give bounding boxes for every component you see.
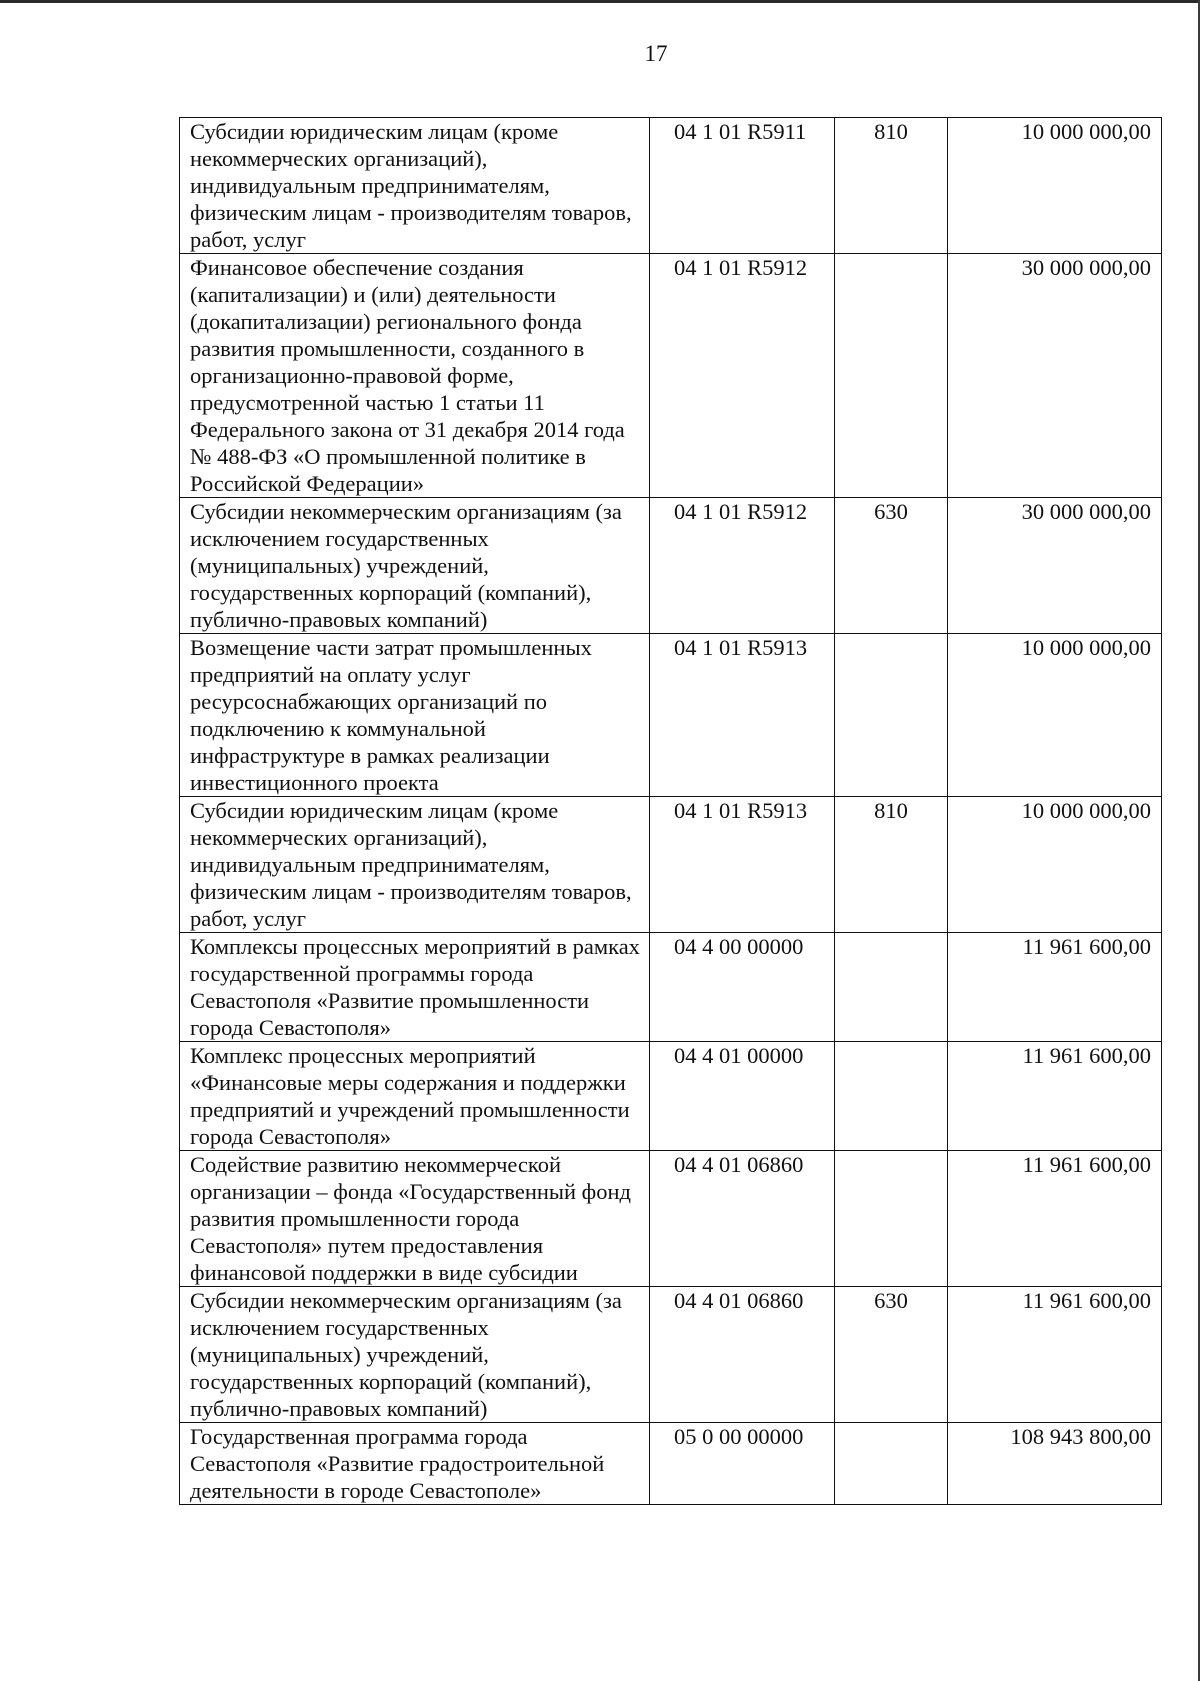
row-sum-cell: 30 000 000,00 (948, 498, 1162, 634)
row-sum-cell: 10 000 000,00 (948, 797, 1162, 933)
row-name-cell: Субсидии некоммерческим организациям (за исключением государственных (муниципальных) учреждений, государственных корпораций (компаний), публично-правовых компаний) (180, 1287, 650, 1423)
row-name-cell: Комплексы процессных мероприятий в рамках государственной программы города Севастополя «Развитие промышленности города Севастополя» (180, 933, 650, 1042)
row-sum-cell: 11 961 600,00 (948, 1042, 1162, 1151)
row-name-cell: Государственная программа города Севастополя «Развитие градостроительной деятельности в городе Севастополе» (180, 1423, 650, 1505)
row-name-cell: Субсидии некоммерческим организациям (за исключением государственных (муниципальных) учреждений, государственных корпораций (компаний), публично-правовых компаний) (180, 498, 650, 634)
row-code-cell: 04 4 01 06860 (650, 1151, 835, 1287)
row-sum-cell: 10 000 000,00 (948, 118, 1162, 254)
row-code-cell: 04 1 01 R5912 (650, 498, 835, 634)
page-top-edge (0, 0, 1200, 3)
table-row (180, 498, 1162, 634)
row-code-cell: 04 4 01 06860 (650, 1287, 835, 1423)
row-sum-cell: 108 943 800,00 (948, 1423, 1162, 1505)
budget-table (179, 117, 1162, 1505)
row-code-cell: 04 1 01 R5913 (650, 797, 835, 933)
row-code-cell: 04 1 01 R5913 (650, 634, 835, 797)
table-row (180, 1151, 1162, 1287)
row-expense-type-cell: 630 (835, 1287, 948, 1423)
row-code-cell: 05 0 00 00000 (650, 1423, 835, 1505)
row-code-cell: 04 4 01 00000 (650, 1042, 835, 1151)
table-row (180, 118, 1162, 254)
row-expense-type-cell (835, 1151, 948, 1287)
row-sum-cell: 30 000 000,00 (948, 254, 1162, 498)
row-expense-type-cell (835, 1042, 948, 1151)
table-row (180, 1287, 1162, 1423)
row-code-cell: 04 4 00 00000 (650, 933, 835, 1042)
row-name-cell: Финансовое обеспечение создания (капитализации) и (или) деятельности (докапитализации) регионального фонда развития промышленности, созданного в организационно-правовой форме, предусмотренной частью 1 статьи 11 Федерального закона от 31 декабря 2014 года № 488-ФЗ «О промышленной политике в Российской Федерации» (180, 254, 650, 498)
row-code-cell: 04 1 01 R5911 (650, 118, 835, 254)
row-code-cell: 04 1 01 R5912 (650, 254, 835, 498)
table-row (180, 933, 1162, 1042)
row-sum-cell: 11 961 600,00 (948, 1151, 1162, 1287)
row-name-cell: Комплекс процессных мероприятий «Финансовые меры содержания и поддержки предприятий и учреждений промышленности города Севастополя» (180, 1042, 650, 1151)
row-expense-type-cell: 630 (835, 498, 948, 634)
row-expense-type-cell: 810 (835, 118, 948, 254)
table-row (180, 254, 1162, 498)
table-row (180, 634, 1162, 797)
row-expense-type-cell (835, 933, 948, 1042)
table-row (180, 797, 1162, 933)
row-name-cell: Субсидии юридическим лицам (кроме некоммерческих организаций), индивидуальным предпринимателям, физическим лицам - производителям товаров, работ, услуг (180, 118, 650, 254)
row-expense-type-cell: 810 (835, 797, 948, 933)
page-number: 17 (644, 41, 668, 66)
row-name-cell: Содействие развитию некоммерческой организации – фонда «Государственный фонд развития промышленности города Севастополя» путем предоставления финансовой поддержки в виде субсидии (180, 1151, 650, 1287)
row-expense-type-cell (835, 634, 948, 797)
row-sum-cell: 11 961 600,00 (948, 1287, 1162, 1423)
table-row (180, 1042, 1162, 1151)
row-sum-cell: 11 961 600,00 (948, 933, 1162, 1042)
row-expense-type-cell (835, 1423, 948, 1505)
row-name-cell: Возмещение части затрат промышленных предприятий на оплату услуг ресурсоснабжающих организаций по подключению к коммунальной инфраструктуре в рамках реализации инвестиционного проекта (180, 634, 650, 797)
row-name-cell: Субсидии юридическим лицам (кроме некоммерческих организаций), индивидуальным предпринимателям, физическим лицам - производителям товаров, работ, услуг (180, 797, 650, 933)
table-row (180, 1423, 1162, 1505)
row-expense-type-cell (835, 254, 948, 498)
row-sum-cell: 10 000 000,00 (948, 634, 1162, 797)
